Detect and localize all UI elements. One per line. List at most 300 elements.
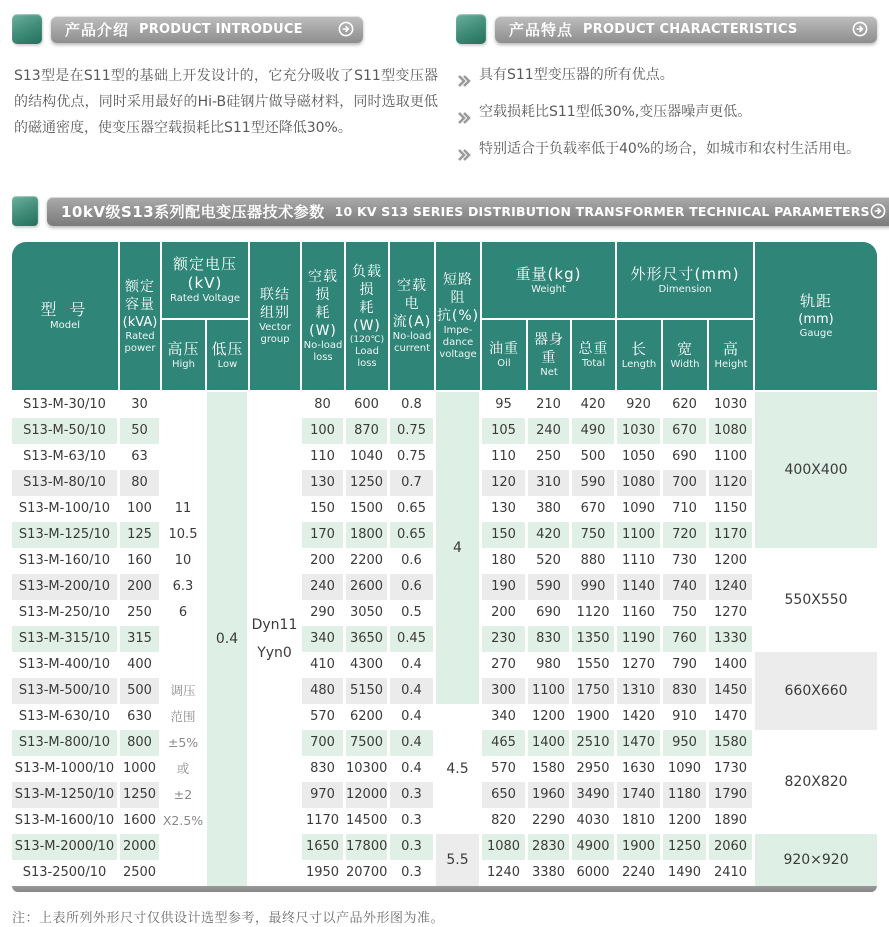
col-header-noload-loss: 空载损 耗(W) No-load loss bbox=[302, 242, 346, 392]
col-header-model: 型 号 Model bbox=[12, 242, 120, 392]
cell-net-weight: 1960 bbox=[528, 782, 572, 808]
cell-rated-power: 630 bbox=[120, 704, 162, 730]
cell-net-weight: 520 bbox=[528, 548, 572, 574]
feature-text: 具有S11型变压器的所有优点。 bbox=[479, 67, 674, 83]
footnote: 注：上表所列外形尺寸仅供设计选型参考，最终尺寸以产品外形图为准。 bbox=[12, 911, 445, 926]
table-row bbox=[12, 834, 877, 860]
intro-section bbox=[12, 14, 440, 184]
cell-gauge: 660X660 bbox=[755, 652, 877, 730]
cell-noload-current: 0.7 bbox=[390, 470, 436, 496]
cell-width: 730 bbox=[663, 548, 709, 574]
cell-net-weight: 380 bbox=[528, 496, 572, 522]
cell-total-weight: 590 bbox=[572, 470, 617, 496]
col-header-vector-group: 联结 组别 Vector group bbox=[250, 242, 302, 392]
cell-length: 1740 bbox=[617, 782, 663, 808]
features-title-en: PRODUCT CHARACTERISTICS bbox=[583, 21, 798, 37]
cell-oil-weight: 190 bbox=[482, 574, 528, 600]
cell-model: S13-M-160/10 bbox=[12, 548, 120, 574]
cell-model: S13-M-125/10 bbox=[12, 522, 120, 548]
cell-height: 1270 bbox=[709, 600, 755, 626]
cell-noload-loss: 410 bbox=[302, 652, 346, 678]
cell-height: 1200 bbox=[709, 548, 755, 574]
cell-length: 1090 bbox=[617, 496, 663, 522]
cell-noload-loss: 830 bbox=[302, 756, 346, 782]
vector-group-line: Dyn11 bbox=[251, 617, 298, 633]
cell-width: 670 bbox=[663, 418, 709, 444]
cell-rated-power: 80 bbox=[120, 470, 162, 496]
cell-width: 740 bbox=[663, 574, 709, 600]
cell-rated-power: 100 bbox=[120, 496, 162, 522]
cell-load-loss: 7500 bbox=[346, 730, 390, 756]
table-bottom-edge bbox=[12, 886, 877, 892]
cell-height: 1120 bbox=[709, 470, 755, 496]
cell-load-loss: 1250 bbox=[346, 470, 390, 496]
features-title-cn: 产品特点 bbox=[509, 20, 574, 39]
cell-oil-weight: 130 bbox=[482, 496, 528, 522]
cell-load-loss: 4300 bbox=[346, 652, 390, 678]
cell-height: 1170 bbox=[709, 522, 755, 548]
cell-model: S13-2500/10 bbox=[12, 860, 120, 886]
col-header-weight: 重量(kg) Weight bbox=[482, 242, 617, 320]
cell-height: 1580 bbox=[709, 730, 755, 756]
cell-gauge: 820X820 bbox=[755, 730, 877, 834]
col-header-net-weight: 器身重 Net bbox=[528, 320, 572, 392]
cell-model: S13-M-800/10 bbox=[12, 730, 120, 756]
cell-length: 2240 bbox=[617, 860, 663, 886]
cell-load-loss: 1500 bbox=[346, 496, 390, 522]
cell-noload-loss: 170 bbox=[302, 522, 346, 548]
cell-total-weight: 1900 bbox=[572, 704, 617, 730]
col-header-gauge: 轨距 (mm) Gauge bbox=[755, 242, 877, 392]
arrow-circle-icon[interactable] bbox=[870, 203, 886, 219]
cell-rated-power: 125 bbox=[120, 522, 162, 548]
cell-load-loss: 2600 bbox=[346, 574, 390, 600]
cell-length: 1470 bbox=[617, 730, 663, 756]
cell-model: S13-M-50/10 bbox=[12, 418, 120, 444]
cell-height: 1730 bbox=[709, 756, 755, 782]
cell-model: S13-M-630/10 bbox=[12, 704, 120, 730]
cell-noload-current: 0.4 bbox=[390, 756, 436, 782]
cell-height: 1450 bbox=[709, 678, 755, 704]
arrow-bullet-icon bbox=[458, 69, 471, 98]
cell-net-weight: 2830 bbox=[528, 834, 572, 860]
arrow-bullet-icon bbox=[458, 106, 471, 135]
cell-total-weight: 6000 bbox=[572, 860, 617, 886]
cell-net-weight: 250 bbox=[528, 444, 572, 470]
cell-model: S13-M-400/10 bbox=[12, 652, 120, 678]
cell-width: 1200 bbox=[663, 808, 709, 834]
cell-load-loss: 6200 bbox=[346, 704, 390, 730]
cell-load-loss: 1040 bbox=[346, 444, 390, 470]
cell-load-loss: 14500 bbox=[346, 808, 390, 834]
cell-noload-loss: 240 bbox=[302, 574, 346, 600]
cell-length: 1160 bbox=[617, 600, 663, 626]
cell-net-weight: 1400 bbox=[528, 730, 572, 756]
table-row bbox=[12, 704, 877, 730]
feature-text: 特别适合于负载率低于40%的场合，如城市和农村生活用电。 bbox=[479, 141, 861, 157]
cell-width: 1180 bbox=[663, 782, 709, 808]
teal-chip-icon bbox=[12, 196, 38, 226]
table-body bbox=[12, 392, 877, 886]
cell-high-voltage bbox=[162, 444, 207, 470]
col-header-rated-voltage: 额定电压(kV) Rated Voltage bbox=[162, 242, 250, 320]
cell-high-voltage: 6.3 bbox=[162, 574, 207, 600]
cell-total-weight: 1550 bbox=[572, 652, 617, 678]
cell-impedance: 5.5 bbox=[436, 834, 482, 886]
cell-rated-power: 500 bbox=[120, 678, 162, 704]
cell-total-weight: 420 bbox=[572, 392, 617, 418]
cell-width: 700 bbox=[663, 470, 709, 496]
cell-gauge: 400X400 bbox=[755, 392, 877, 548]
cell-noload-current: 0.4 bbox=[390, 652, 436, 678]
col-header-height: 高 Height bbox=[709, 320, 755, 392]
cell-rated-power: 63 bbox=[120, 444, 162, 470]
cell-oil-weight: 340 bbox=[482, 704, 528, 730]
vector-group-line: Yyn0 bbox=[257, 645, 292, 661]
cell-model: S13-M-30/10 bbox=[12, 392, 120, 418]
cell-high-voltage: 调压 bbox=[162, 678, 207, 704]
cell-net-weight: 590 bbox=[528, 574, 572, 600]
arrow-circle-icon[interactable] bbox=[852, 21, 868, 37]
cell-load-loss: 5150 bbox=[346, 678, 390, 704]
cell-rated-power: 1000 bbox=[120, 756, 162, 782]
cell-oil-weight: 1080 bbox=[482, 834, 528, 860]
cell-width: 760 bbox=[663, 626, 709, 652]
cell-impedance: 4 bbox=[436, 392, 482, 704]
cell-net-weight: 3380 bbox=[528, 860, 572, 886]
cell-net-weight: 240 bbox=[528, 418, 572, 444]
cell-rated-power: 800 bbox=[120, 730, 162, 756]
cell-length: 1030 bbox=[617, 418, 663, 444]
cell-noload-current: 0.75 bbox=[390, 444, 436, 470]
cell-load-loss: 12000 bbox=[346, 782, 390, 808]
cell-noload-loss: 340 bbox=[302, 626, 346, 652]
features-list bbox=[456, 61, 877, 172]
cell-model: S13-M-63/10 bbox=[12, 444, 120, 470]
cell-width: 950 bbox=[663, 730, 709, 756]
cell-total-weight: 3490 bbox=[572, 782, 617, 808]
cell-length: 920 bbox=[617, 392, 663, 418]
cell-height: 1470 bbox=[709, 704, 755, 730]
cell-model: S13-M-80/10 bbox=[12, 470, 120, 496]
cell-rated-power: 1250 bbox=[120, 782, 162, 808]
cell-high-voltage: 11 bbox=[162, 496, 207, 522]
cell-rated-power: 400 bbox=[120, 652, 162, 678]
col-header-capacity: 额定 容量 (kVA) Rated power bbox=[120, 242, 162, 392]
cell-rated-power: 160 bbox=[120, 548, 162, 574]
cell-net-weight: 210 bbox=[528, 392, 572, 418]
cell-height: 2060 bbox=[709, 834, 755, 860]
cell-oil-weight: 105 bbox=[482, 418, 528, 444]
cell-total-weight: 2510 bbox=[572, 730, 617, 756]
cell-model: S13-M-315/10 bbox=[12, 626, 120, 652]
cell-rated-power: 2000 bbox=[120, 834, 162, 860]
teal-chip-icon bbox=[12, 14, 42, 44]
cell-rated-power: 315 bbox=[120, 626, 162, 652]
cell-high-voltage bbox=[162, 652, 207, 678]
features-section bbox=[456, 14, 877, 184]
cell-high-voltage bbox=[162, 418, 207, 444]
cell-total-weight: 990 bbox=[572, 574, 617, 600]
cell-length: 1630 bbox=[617, 756, 663, 782]
cell-noload-loss: 130 bbox=[302, 470, 346, 496]
cell-length: 1810 bbox=[617, 808, 663, 834]
feature-item bbox=[456, 61, 877, 98]
cell-load-loss: 600 bbox=[346, 392, 390, 418]
cell-width: 720 bbox=[663, 522, 709, 548]
cell-noload-loss: 200 bbox=[302, 548, 346, 574]
feature-item bbox=[456, 98, 877, 135]
col-header-total-weight: 总重 Total bbox=[572, 320, 617, 392]
cell-oil-weight: 200 bbox=[482, 600, 528, 626]
cell-noload-current: 0.5 bbox=[390, 600, 436, 626]
cell-vector-group bbox=[250, 392, 302, 886]
cell-width: 690 bbox=[663, 444, 709, 470]
cell-high-voltage: ±2 bbox=[162, 782, 207, 808]
cell-rated-power: 30 bbox=[120, 392, 162, 418]
cell-gauge: 550X550 bbox=[755, 548, 877, 652]
cell-oil-weight: 150 bbox=[482, 522, 528, 548]
cell-length: 1420 bbox=[617, 704, 663, 730]
cell-width: 830 bbox=[663, 678, 709, 704]
cell-total-weight: 4900 bbox=[572, 834, 617, 860]
feature-item bbox=[456, 135, 877, 172]
cell-net-weight: 980 bbox=[528, 652, 572, 678]
intro-paragraph: S13型是在S11型的基础上开发设计的，它充分吸收了S11型变压器的结构优点，同时采用最好的Hi-B硅钢片做导磁材料，同时选取更低的磁通密度，使变压器空载损耗比S11型还降低30%。 bbox=[14, 68, 438, 136]
cell-noload-loss: 1950 bbox=[302, 860, 346, 886]
cell-load-loss: 17800 bbox=[346, 834, 390, 860]
cell-length: 1310 bbox=[617, 678, 663, 704]
cell-noload-current: 0.3 bbox=[390, 860, 436, 886]
cell-noload-loss: 970 bbox=[302, 782, 346, 808]
col-header-high-voltage: 高压 High bbox=[162, 320, 207, 392]
features-header-bar bbox=[456, 14, 877, 44]
teal-chip-icon bbox=[456, 14, 486, 44]
cell-length: 1270 bbox=[617, 652, 663, 678]
cell-noload-current: 0.3 bbox=[390, 808, 436, 834]
col-header-oil-weight: 油重 Oil bbox=[482, 320, 528, 392]
cell-oil-weight: 110 bbox=[482, 444, 528, 470]
intro-title-bar bbox=[51, 16, 363, 43]
cell-noload-current: 0.75 bbox=[390, 418, 436, 444]
cell-length: 1900 bbox=[617, 834, 663, 860]
cell-total-weight: 670 bbox=[572, 496, 617, 522]
cell-gauge: 920×920 bbox=[755, 834, 877, 886]
cell-high-voltage bbox=[162, 626, 207, 652]
cell-model: S13-M-2000/10 bbox=[12, 834, 120, 860]
cell-net-weight: 1100 bbox=[528, 678, 572, 704]
col-header-width: 宽 Width bbox=[663, 320, 709, 392]
cell-oil-weight: 270 bbox=[482, 652, 528, 678]
cell-noload-current: 0.8 bbox=[390, 392, 436, 418]
cell-width: 1090 bbox=[663, 756, 709, 782]
cell-height: 1030 bbox=[709, 392, 755, 418]
cell-oil-weight: 465 bbox=[482, 730, 528, 756]
cell-noload-loss: 1170 bbox=[302, 808, 346, 834]
cell-width: 910 bbox=[663, 704, 709, 730]
cell-high-voltage: 范围 bbox=[162, 704, 207, 730]
cell-total-weight: 750 bbox=[572, 522, 617, 548]
cell-length: 1100 bbox=[617, 522, 663, 548]
cell-oil-weight: 120 bbox=[482, 470, 528, 496]
cell-total-weight: 2950 bbox=[572, 756, 617, 782]
spec-table bbox=[12, 242, 877, 886]
features-title-bar bbox=[495, 16, 877, 43]
cell-noload-loss: 110 bbox=[302, 444, 346, 470]
cell-total-weight: 1120 bbox=[572, 600, 617, 626]
cell-noload-current: 0.65 bbox=[390, 522, 436, 548]
table-row bbox=[12, 392, 877, 418]
cell-noload-current: 0.4 bbox=[390, 704, 436, 730]
cell-height: 1080 bbox=[709, 418, 755, 444]
cell-high-voltage: 或 bbox=[162, 756, 207, 782]
cell-height: 2410 bbox=[709, 860, 755, 886]
cell-high-voltage: X2.5% bbox=[162, 808, 207, 834]
spec-table-section bbox=[12, 242, 877, 892]
cell-model: S13-M-1000/10 bbox=[12, 756, 120, 782]
cell-oil-weight: 230 bbox=[482, 626, 528, 652]
cell-net-weight: 2290 bbox=[528, 808, 572, 834]
cell-length: 1080 bbox=[617, 470, 663, 496]
cell-width: 1490 bbox=[663, 860, 709, 886]
table-title-en: 10 KV S13 SERIES DISTRIBUTION TRANSFORMER TECHNICAL PARAMETERS bbox=[334, 203, 870, 219]
cell-noload-current: 0.6 bbox=[390, 574, 436, 600]
table-header-bar bbox=[12, 196, 877, 226]
arrow-circle-icon[interactable] bbox=[338, 21, 354, 37]
col-header-length: 长 Length bbox=[617, 320, 663, 392]
cell-rated-power: 250 bbox=[120, 600, 162, 626]
cell-low-voltage: 0.4 bbox=[207, 392, 250, 886]
cell-rated-power: 200 bbox=[120, 574, 162, 600]
cell-width: 710 bbox=[663, 496, 709, 522]
cell-rated-power: 2500 bbox=[120, 860, 162, 886]
cell-high-voltage: 10.5 bbox=[162, 522, 207, 548]
cell-height: 1400 bbox=[709, 652, 755, 678]
cell-load-loss: 3650 bbox=[346, 626, 390, 652]
table-title-cn: 10kV级S13系列配电变压器技术参数 bbox=[61, 202, 325, 221]
cell-total-weight: 490 bbox=[572, 418, 617, 444]
cell-total-weight: 4030 bbox=[572, 808, 617, 834]
cell-length: 1110 bbox=[617, 548, 663, 574]
cell-high-voltage bbox=[162, 470, 207, 496]
cell-net-weight: 310 bbox=[528, 470, 572, 496]
cell-model: S13-M-100/10 bbox=[12, 496, 120, 522]
intro-title-cn: 产品介绍 bbox=[65, 20, 130, 39]
spec-table-head bbox=[12, 242, 877, 392]
cell-high-voltage bbox=[162, 860, 207, 886]
cell-noload-current: 0.3 bbox=[390, 782, 436, 808]
cell-net-weight: 1580 bbox=[528, 756, 572, 782]
arrow-bullet-icon bbox=[458, 143, 471, 172]
cell-length: 1050 bbox=[617, 444, 663, 470]
cell-net-weight: 420 bbox=[528, 522, 572, 548]
top-area bbox=[12, 14, 877, 184]
cell-length: 1190 bbox=[617, 626, 663, 652]
cell-width: 790 bbox=[663, 652, 709, 678]
cell-width: 750 bbox=[663, 600, 709, 626]
cell-net-weight: 690 bbox=[528, 600, 572, 626]
cell-rated-power: 50 bbox=[120, 418, 162, 444]
cell-noload-loss: 700 bbox=[302, 730, 346, 756]
cell-high-voltage bbox=[162, 392, 207, 418]
cell-total-weight: 500 bbox=[572, 444, 617, 470]
cell-load-loss: 3050 bbox=[346, 600, 390, 626]
cell-noload-current: 0.4 bbox=[390, 678, 436, 704]
cell-impedance: 4.5 bbox=[436, 704, 482, 834]
cell-oil-weight: 300 bbox=[482, 678, 528, 704]
cell-noload-loss: 290 bbox=[302, 600, 346, 626]
cell-noload-current: 0.3 bbox=[390, 834, 436, 860]
cell-net-weight: 1200 bbox=[528, 704, 572, 730]
cell-load-loss: 10300 bbox=[346, 756, 390, 782]
cell-noload-loss: 570 bbox=[302, 704, 346, 730]
cell-width: 620 bbox=[663, 392, 709, 418]
cell-noload-loss: 150 bbox=[302, 496, 346, 522]
cell-oil-weight: 570 bbox=[482, 756, 528, 782]
cell-height: 1330 bbox=[709, 626, 755, 652]
cell-high-voltage: ±5% bbox=[162, 730, 207, 756]
col-header-impedance: 短路阻 抗(%) Impe- dance voltage bbox=[436, 242, 482, 392]
cell-height: 1790 bbox=[709, 782, 755, 808]
col-header-dimension: 外形尺寸(mm) Dimension bbox=[617, 242, 755, 320]
cell-noload-current: 0.65 bbox=[390, 496, 436, 522]
cell-height: 1890 bbox=[709, 808, 755, 834]
col-header-noload-current: 空载电 流(A) No-load current bbox=[390, 242, 436, 392]
cell-net-weight: 830 bbox=[528, 626, 572, 652]
cell-total-weight: 1750 bbox=[572, 678, 617, 704]
cell-noload-current: 0.6 bbox=[390, 548, 436, 574]
col-header-load-loss: 负载损 耗(W) (120℃) Load loss bbox=[346, 242, 390, 392]
cell-high-voltage: 6 bbox=[162, 600, 207, 626]
cell-model: S13-M-1600/10 bbox=[12, 808, 120, 834]
cell-load-loss: 20700 bbox=[346, 860, 390, 886]
cell-oil-weight: 95 bbox=[482, 392, 528, 418]
cell-height: 1150 bbox=[709, 496, 755, 522]
cell-noload-loss: 480 bbox=[302, 678, 346, 704]
cell-total-weight: 880 bbox=[572, 548, 617, 574]
cell-model: S13-M-500/10 bbox=[12, 678, 120, 704]
cell-oil-weight: 650 bbox=[482, 782, 528, 808]
cell-model: S13-M-250/10 bbox=[12, 600, 120, 626]
cell-rated-power: 1600 bbox=[120, 808, 162, 834]
feature-text: 空载损耗比S11型低30%,变压器噪声更低。 bbox=[479, 104, 752, 120]
cell-oil-weight: 820 bbox=[482, 808, 528, 834]
cell-load-loss: 870 bbox=[346, 418, 390, 444]
cell-width: 1250 bbox=[663, 834, 709, 860]
cell-load-loss: 1800 bbox=[346, 522, 390, 548]
cell-oil-weight: 1240 bbox=[482, 860, 528, 886]
intro-header-bar bbox=[12, 14, 440, 44]
cell-model: S13-M-200/10 bbox=[12, 574, 120, 600]
cell-high-voltage: 10 bbox=[162, 548, 207, 574]
cell-noload-loss: 1650 bbox=[302, 834, 346, 860]
table-title-bar bbox=[47, 197, 889, 226]
cell-total-weight: 1350 bbox=[572, 626, 617, 652]
cell-height: 1100 bbox=[709, 444, 755, 470]
col-header-low-voltage: 低压 Low bbox=[207, 320, 250, 392]
cell-high-voltage bbox=[162, 834, 207, 860]
cell-height: 1240 bbox=[709, 574, 755, 600]
cell-model: S13-M-1250/10 bbox=[12, 782, 120, 808]
intro-title-en: PRODUCT INTRODUCE bbox=[139, 21, 303, 37]
cell-length: 1140 bbox=[617, 574, 663, 600]
cell-oil-weight: 180 bbox=[482, 548, 528, 574]
cell-noload-loss: 80 bbox=[302, 392, 346, 418]
cell-load-loss: 2200 bbox=[346, 548, 390, 574]
cell-noload-current: 0.45 bbox=[390, 626, 436, 652]
cell-noload-current: 0.4 bbox=[390, 730, 436, 756]
cell-noload-loss: 100 bbox=[302, 418, 346, 444]
